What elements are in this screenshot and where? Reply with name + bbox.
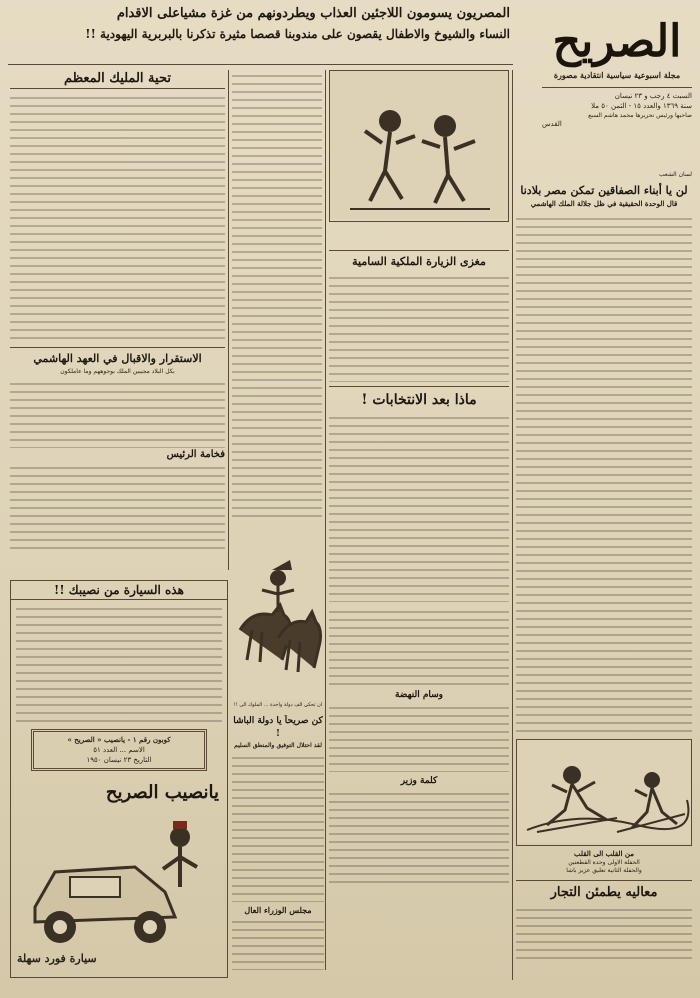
car-lottery-box [10,580,228,978]
coupon-line-2: الاسم ... العدد ٥١ [93,746,145,754]
right-cartoon [516,739,692,846]
coupon-line-1: كوبون رقم ١ - يانصيب « الصريح » [67,735,171,744]
right-cartoon-line-1: الحفلة الاولى وحدة القطعتين [568,859,640,866]
kun-sareehan-block [232,715,324,970]
center-body-wisam [329,702,509,772]
left-body-rais [10,462,225,552]
center-column [329,70,509,970]
center-left-body [232,70,322,565]
center-top-cartoon [329,70,509,222]
column-rule-right [512,70,513,980]
masthead-logo: الصريح [552,16,682,67]
car-headline: هذه السيارة من نصيبك !! [11,581,227,600]
left-body-1 [10,92,225,342]
majlis-body [232,916,324,970]
right-bottom-headline: معاليه يطمئن التجار [516,880,692,902]
ski-cartoon-illustration [517,740,691,843]
banner-rule [8,64,513,65]
banner-line-2: النساء والشيوخ والاطفال يقصون على مندوبنا قصصا مثيرة تذكرنا بالبربرية اليهودية !! [85,27,510,41]
right-cartoon-caption: من القلب الى القلب [574,849,634,858]
ad-title: يانصيب الصريح [105,782,219,803]
masthead-year: سنة ١٣٦٩ والعدد ١٥ - الثمن ٥٠ ملا [591,102,692,110]
center-section-kalima: كلمة وزير [400,776,438,786]
right-cartoon-line-2: والحفلة الثانية تعليق عزيز باشا [566,867,642,874]
coupon-line-3: التاريخ ٢٣ نيسان ١٩٥٠ [86,756,152,764]
center-section-majlis: مجلس الوزراء العال [244,905,312,915]
center-body-1 [329,272,509,382]
top-banner [10,4,510,62]
left-section-rais: فخامة الرئيس [166,449,225,460]
ad-caption: سيارة فورد سهلة [17,952,97,965]
center-section-wisam: وسام النهضة [394,690,444,700]
left-body-2 [10,378,225,448]
horses-caption: ان تحكي الف دولة واحدة ... الملوك الى !! [233,702,323,708]
right-header-note: لسان الشعب [659,171,692,178]
coupon[interactable] [31,729,207,771]
masthead-date: السبت ٤ رجب و ٢٣ نيسان [614,92,692,100]
center-body-kalima [329,788,509,883]
right-column [516,170,692,990]
car-body [16,603,222,723]
horses-cartoon-illustration [232,520,324,700]
column-rule-left [228,70,229,570]
right-article-body [516,213,692,733]
center-headline-3: كن صريحاً يا دولة الباشا ! [233,716,323,739]
center-body-2 [329,412,509,602]
right-subline: قال الوحدة الحقيقية في ظل جلالة الملك الهاشمي [530,199,678,208]
masthead-location: القدس [542,120,562,128]
center-headline-1: مغزى الزيارة الملكية السامية [329,250,509,270]
banner-line-1: المصريون يسومون اللاجئين العذاب ويطردونهم من غزة مشياعلى الاقدام [116,6,510,21]
masthead [542,14,692,164]
right-headline: لن يا أبناء الصفاقين تمكن مصر بلادنا [520,184,688,197]
center-body-3 [329,606,509,686]
left-subhead-2: بكل البلاد مجيبين الملك بوجوههم وما عاملكون [60,368,175,375]
left-headline-2: الاستقرار والاقبال في العهد الهاشمي [10,347,225,367]
left-headline-1: تحية المليك المعظم [10,70,225,89]
dancers-cartoon-illustration [330,71,508,219]
car-ad-illustration [15,777,225,967]
right-bottom-body [516,904,692,964]
masthead-subtitle: مجلة اسبوعية سياسية انتقادية مصورة [553,70,681,80]
left-column [10,70,225,575]
center-subheadline-3: لقد احتلال التوفيق والمنطق السليم [234,742,322,749]
center-headline-2: ماذا بعد الانتخابات ! [329,386,509,410]
column-rule-mid [325,70,326,970]
horses-cartoon-area [232,520,324,700]
car-ad [11,777,227,972]
kun-sareehan-body [232,752,324,902]
masthead-owner: صاحبها ورئيس تحريرها محمد هاشم السبع [588,112,692,119]
center-left-strip [232,70,322,565]
